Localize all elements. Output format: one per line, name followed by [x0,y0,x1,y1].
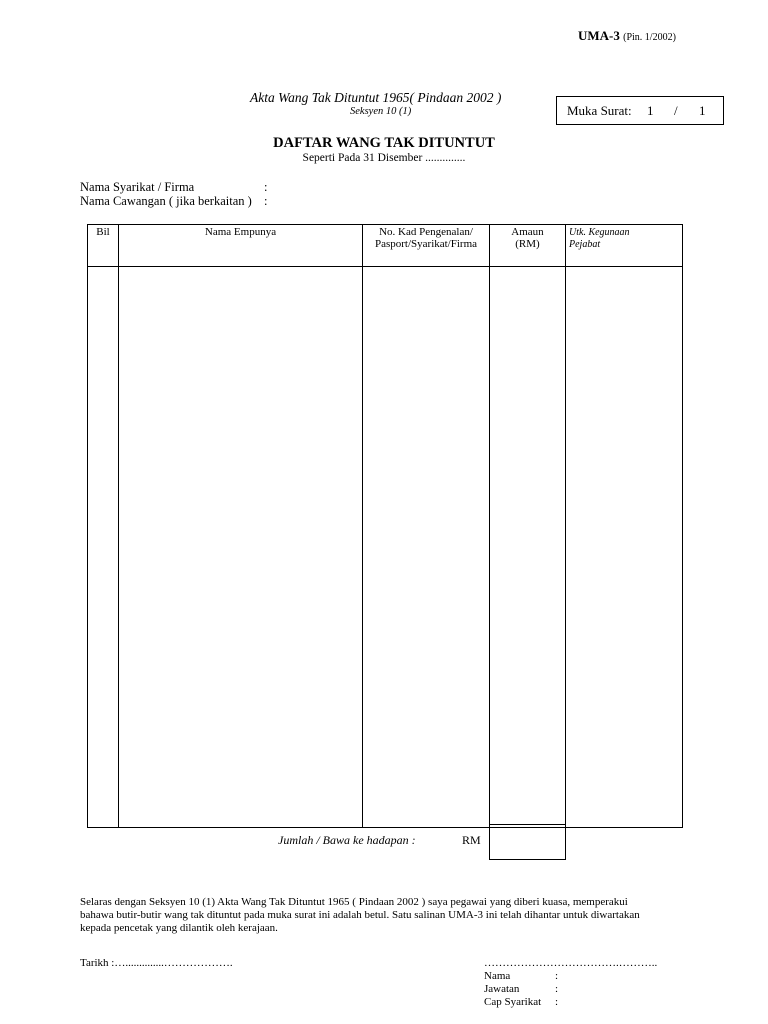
signer-position-colon: : [555,983,559,995]
total-currency: RM [462,833,481,847]
table-header-row [88,225,683,267]
signer-name-label: Nama [484,970,511,982]
page-current: 1 [647,103,654,118]
company-name-colon: : [264,180,268,194]
page-separator: / [674,103,678,118]
header-id-number: No. Kad Pengenalan/ Pasport/Syarikat/Firma [363,225,490,267]
signer-position-label: Jawatan [484,983,520,995]
date-field[interactable]: Tarikh :…..............………………. [80,957,233,969]
declaration-line: bahawa butir-butir wang tak dituntut pada muka surat ini adalah betul. Satu salinan UMA-3 ini telah dihantar untuk diwartakan [80,909,640,921]
branch-name-label: Nama Cawangan ( jika berkaitan ) [80,194,252,208]
page-label: Muka Surat: [567,103,632,118]
declaration-line: kepada pencetak yang dilantik oleh kerajaan. [80,922,278,934]
declaration-text [80,896,700,935]
company-stamp-colon: : [555,996,559,1008]
cell-bil[interactable] [88,267,119,828]
page-total: 1 [699,103,706,118]
company-stamp-label: Cap Syarikat [484,996,542,1008]
table-body-row [88,267,683,828]
cell-owner-name[interactable] [119,267,363,828]
signer-name-colon: : [555,970,559,982]
total-amount-box[interactable] [489,824,566,860]
company-name-label: Nama Syarikat / Firma [80,180,195,194]
form-revision: (Pin. 1/2002) [623,32,676,43]
branch-name-colon: : [264,194,268,208]
header-bil: Bil [88,225,119,267]
unclaimed-money-table [87,224,683,828]
form-code [578,28,676,44]
header-owner-name: Nama Empunya [119,225,363,267]
declaration-line: Selaras dengan Seksyen 10 (1) Akta Wang Tak Dituntut 1965 ( Pindaan 2002 ) saya pegawai yang diberi kuasa, memperakui [80,896,628,908]
document-subtitle: Seperti Pada 31 Disember .............. [302,152,466,164]
form-code-id: UMA-3 [578,28,620,43]
act-section: Seksyen 10 (1) [350,106,412,117]
act-title: Akta Wang Tak Dituntut 1965( Pindaan 2002 ) [250,90,502,105]
cell-office-use [566,267,683,828]
total-label: Jumlah / Bawa ke hadapan : [278,833,416,847]
cell-amount[interactable] [490,267,566,828]
signature-line[interactable]: ……………………………….……….. [484,957,658,969]
page-number-box [556,96,724,125]
document-title: DAFTAR WANG TAK DITUNTUT [273,135,495,151]
header-office-use: Utk. Kegunaan Pejabat [566,225,683,267]
cell-id-number[interactable] [363,267,490,828]
header-amount: Amaun (RM) [490,225,566,267]
